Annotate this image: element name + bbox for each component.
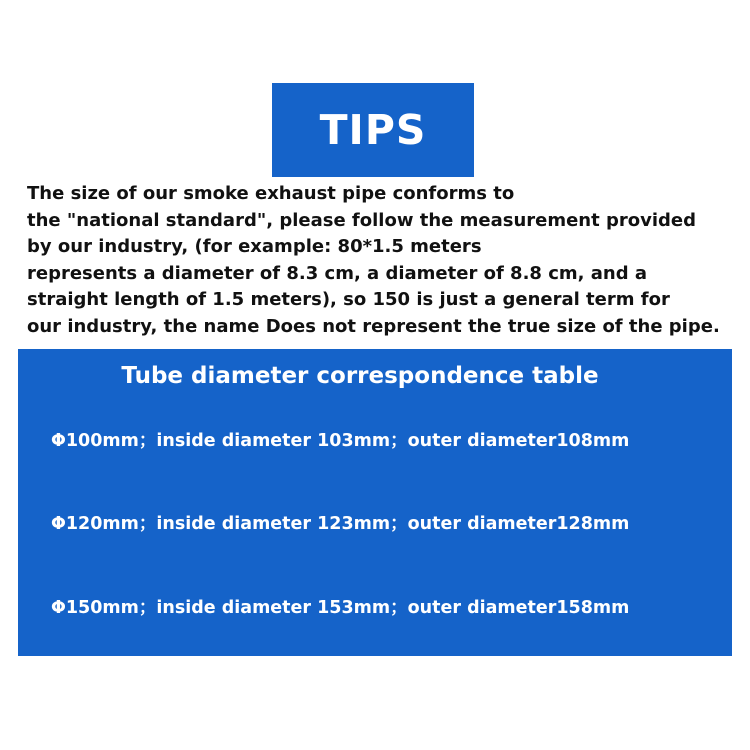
tips-title: TIPS [319,106,427,154]
notice-line: represents a diameter of 8.3 cm, a diameter of 8.8 cm, and a [27,262,647,284]
spec-row-phi100: Φ100mm；inside diameter 103mm；outer diameter108mm [51,431,630,451]
notice-line: our industry, the name Does not represent the true size of the pipe. [27,315,720,337]
table-title: Tube diameter correspondence table [121,363,599,389]
diameter-table-panel [18,349,732,656]
notice-line: the "national standard", please follow the measurement provided [27,209,696,231]
notice-line: The size of our smoke exhaust pipe conforms to [27,183,515,204]
notice-line: straight length of 1.5 meters), so 150 is just a general term for [27,289,670,310]
tips-banner [272,83,474,177]
spec-row-phi150: Φ150mm；inside diameter 153mm；outer diameter158mm [51,598,630,618]
notice-text-block [27,181,743,340]
notice-line: by our industry, (for example: 80*1.5 meters [27,236,482,257]
spec-row-phi120: Φ120mm；inside diameter 123mm；outer diameter128mm [51,514,630,534]
